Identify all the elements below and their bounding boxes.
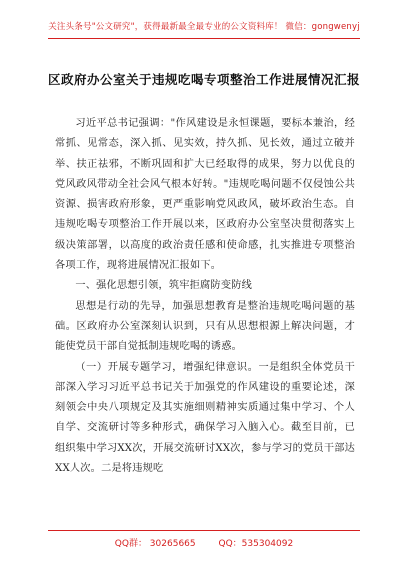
paragraph-section-1: 思想是行动的先导，加强思想教育是整治违规吃喝问题的基础。区政府办公室深刻认识到，只有从思想根源上解决问题，才能使党员干部自觉抵制违规吃喝的诱惑。 bbox=[55, 300, 355, 353]
document-body bbox=[55, 114, 355, 479]
footer-qq: QQ：535304092 bbox=[218, 539, 294, 549]
section-heading-1: 一、强化思想引领，筑牢拒腐防变防线 bbox=[75, 280, 252, 292]
footer-divider bbox=[48, 530, 360, 531]
document-title: 区政府办公室关于违规吃喝专项整治工作进展情况汇报 bbox=[47, 72, 360, 87]
header-divider bbox=[48, 38, 360, 39]
footer-qq-group: QQ群： 30265665 bbox=[114, 539, 196, 549]
paragraph-subsection-1: （一）开展专题学习，增强纪律意识。一是组织全体党员干部深入学习习近平总书记关于加强党的作风建设的重要论述，深刻领会中央八项规定及其实施细则精神实质通过集中学习、个人自学、交流研讨等多种形式，确保学习入脑入心。截至目前，已组织集中学习XX次，开展交流研讨XX次，参与学习的党员干部达XX人次。二是将违规吃 bbox=[55, 361, 355, 475]
header-banner: 关注头条号"公文研究"，获得最新最全最专业的公文资料库！ 微信：gongwenyj bbox=[48, 22, 360, 32]
footer-contact bbox=[0, 536, 408, 549]
paragraph-intro: 习近平总书记强调："作风建设是永恒课题，要标本兼治，经常抓、见常态，深入抓、见实效，持久抓、见长效，通过立破并举、扶正祛邪，不断巩固和扩大已经取得的成果，努力以优良的党风政风带动全社会风气根本好转。"违规吃喝问题不仅侵蚀公共资源、损害政府形象，更严重影响党风政风，破坏政治生态。自违规吃喝专项整治工作开展以来，区政府办公室坚决贯彻落实上级决策部署，以高度的政治责任感和使命感，扎实推进专项整治各项工作，现将进展情况汇报如下。 bbox=[55, 118, 355, 272]
